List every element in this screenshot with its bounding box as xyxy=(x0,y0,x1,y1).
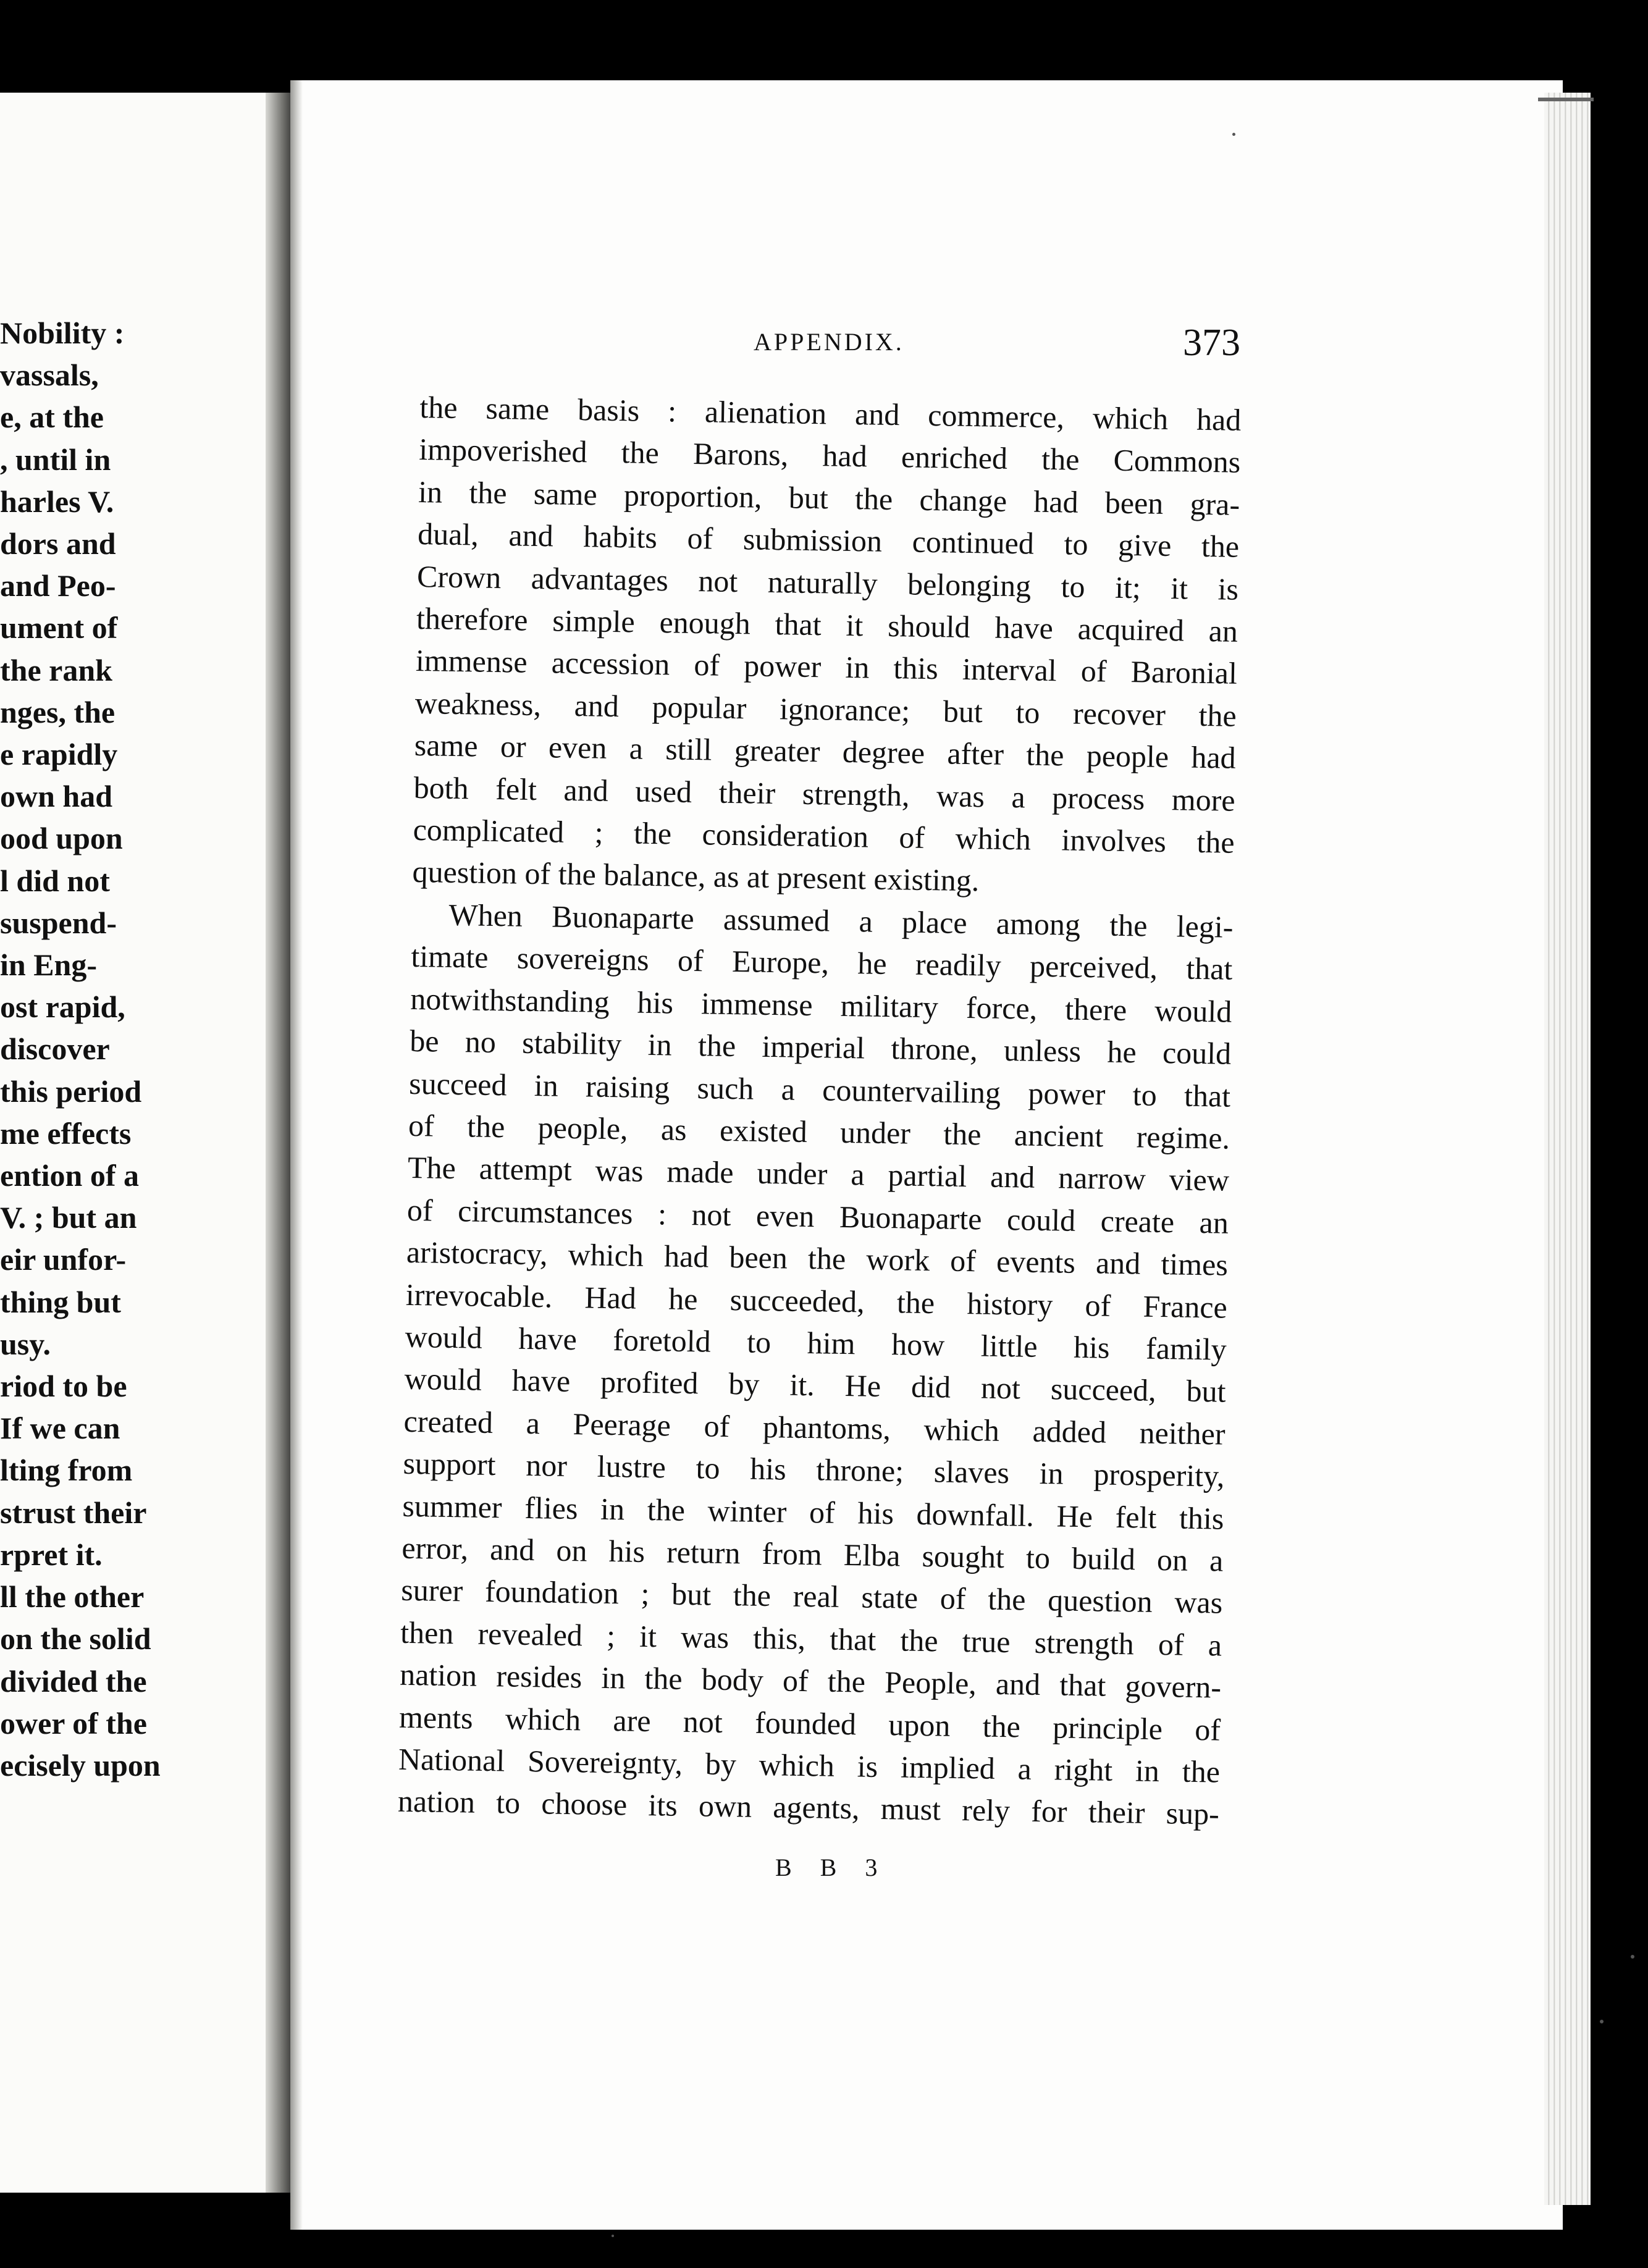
text-line: National Sovereignty, by which is implied a right in the xyxy=(398,1741,1221,1789)
text-line: error, and on his return from Elba sought to build on a xyxy=(401,1530,1224,1578)
previous-page-line: and Peo- xyxy=(0,568,116,603)
text-line: complicated ; the consideration of which involves the xyxy=(413,812,1235,860)
text-line: the same basis : alienation and commerce, which had xyxy=(419,389,1242,437)
previous-page-line: lting from xyxy=(0,1453,133,1488)
text-line: question of the balance, as at present existing. xyxy=(412,854,980,898)
text-line: ments which are not founded upon the principle of xyxy=(398,1699,1221,1747)
text-line: be no stability in the imperial throne, unless he could xyxy=(409,1023,1232,1071)
body-text xyxy=(397,386,1241,1835)
previous-page-line: suspend- xyxy=(0,905,117,940)
previous-page-line: ood upon xyxy=(0,821,123,856)
previous-page-line: me effects xyxy=(0,1115,132,1151)
text-line: Crown advantages not naturally belonging to it; it is xyxy=(416,558,1239,607)
previous-page-line: vassals, xyxy=(0,358,99,393)
previous-page-line: the rank xyxy=(0,652,112,687)
text-line: irrevocable. Had he succeeded, the history of France xyxy=(405,1277,1228,1325)
previous-page-line: If we can xyxy=(0,1411,120,1446)
text-line: would have profited by it. He did not succeed, but xyxy=(404,1361,1227,1409)
previous-page-line: dors and xyxy=(0,526,116,561)
previous-page-line: , until in xyxy=(0,442,111,477)
text-line: notwithstanding his immense military force, there would xyxy=(410,981,1232,1029)
text-line: support nor lustre to his throne; slaves in prosperity, xyxy=(403,1445,1225,1493)
scan-speck xyxy=(1600,2020,1604,2023)
text-line: therefore simple enough that it should have acquired an xyxy=(416,600,1238,649)
text-line: of the people, as existed under the ancient regime. xyxy=(408,1107,1230,1156)
text-line: then revealed ; it was this, that the true strength of a xyxy=(400,1615,1222,1663)
text-line: impoverished the Barons, had enriched the Commons xyxy=(418,432,1241,480)
text-line: immense accession of power in this interval of Baronial xyxy=(415,643,1238,691)
previous-page-line: V. ; but an xyxy=(0,1200,137,1235)
previous-page-line: own had xyxy=(0,779,113,814)
previous-page-line: rpret it. xyxy=(0,1537,103,1572)
previous-page-line: discover xyxy=(0,1031,110,1067)
previous-page-line: divided the xyxy=(0,1663,147,1699)
previous-page-line: ost rapid, xyxy=(0,989,125,1025)
text-line: surer foundation ; but the real state of the question was xyxy=(400,1573,1223,1621)
scan-speck xyxy=(612,2235,614,2237)
page-number: 373 xyxy=(1183,322,1240,364)
previous-page-line: in Eng- xyxy=(0,947,98,983)
previous-page-line: harles V. xyxy=(0,484,114,519)
scan-speck xyxy=(1232,133,1235,136)
previous-page-line: this period xyxy=(0,1073,142,1109)
previous-page-line: usy. xyxy=(0,1326,51,1361)
previous-page-line: l did not xyxy=(0,863,110,898)
text-line: dual, and habits of submission continued to give the xyxy=(417,516,1240,565)
text-line: nation resides in the body of the People, and that govern- xyxy=(399,1657,1222,1705)
previous-page-line: ecisely upon xyxy=(0,1747,161,1783)
signature-mark: B B 3 xyxy=(775,1854,889,1881)
text-line: aristocracy, which had been the work of events and times xyxy=(406,1234,1229,1282)
text-line: summer flies in the winter of his downfall. He felt this xyxy=(402,1488,1224,1536)
text-line: weakness, and popular ignorance; but to recover the xyxy=(414,685,1237,733)
previous-page-line: eir unfor- xyxy=(0,1242,127,1277)
previous-page-line: strust their xyxy=(0,1495,147,1530)
text-line: When Buonaparte assumed a place among the legi- xyxy=(448,897,1234,944)
book-fore-edge-top xyxy=(1538,98,1594,101)
text-line: same or even a still greater degree after the people had xyxy=(414,728,1237,776)
text-line: both felt and used their strength, was a process more xyxy=(413,770,1236,818)
previous-page-line: riod to be xyxy=(0,1369,127,1404)
text-line: in the same proportion, but the change had been gra- xyxy=(418,474,1240,522)
previous-page-line: thing but xyxy=(0,1284,121,1319)
text-line: succeed in raising such a countervailing power to that xyxy=(408,1065,1231,1114)
page-curl-shadow xyxy=(290,80,303,2230)
previous-page-line: ention of a xyxy=(0,1158,139,1193)
previous-page-text xyxy=(0,312,166,1786)
text-line: created a Peerage of phantoms, which added neither xyxy=(403,1403,1225,1451)
previous-page-line: ower of the xyxy=(0,1705,147,1741)
previous-page-line: e rapidly xyxy=(0,737,118,772)
text-line: timate sovereigns of Europe, he readily perceived, that xyxy=(411,939,1233,987)
text-line: of circumstances : not even Buonaparte could create an xyxy=(406,1192,1229,1240)
previous-page-line: ument of xyxy=(0,610,118,645)
previous-page-line: nges, the xyxy=(0,694,116,729)
text-line: The attempt was made under a partial and narrow view xyxy=(407,1150,1230,1198)
running-head: APPENDIX. xyxy=(754,328,904,356)
previous-page-line: ll the other xyxy=(0,1579,145,1615)
book-fore-edge xyxy=(1544,93,1591,2205)
text-line: nation to choose its own agents, must rely for their sup- xyxy=(397,1784,1220,1832)
scan-speck xyxy=(1631,1955,1634,1959)
text-line: would have foretold to him how little his family xyxy=(405,1319,1227,1367)
previous-page-line: Nobility : xyxy=(0,316,125,350)
previous-page-line: e, at the xyxy=(0,400,104,435)
previous-page-line: on the solid xyxy=(0,1621,151,1657)
